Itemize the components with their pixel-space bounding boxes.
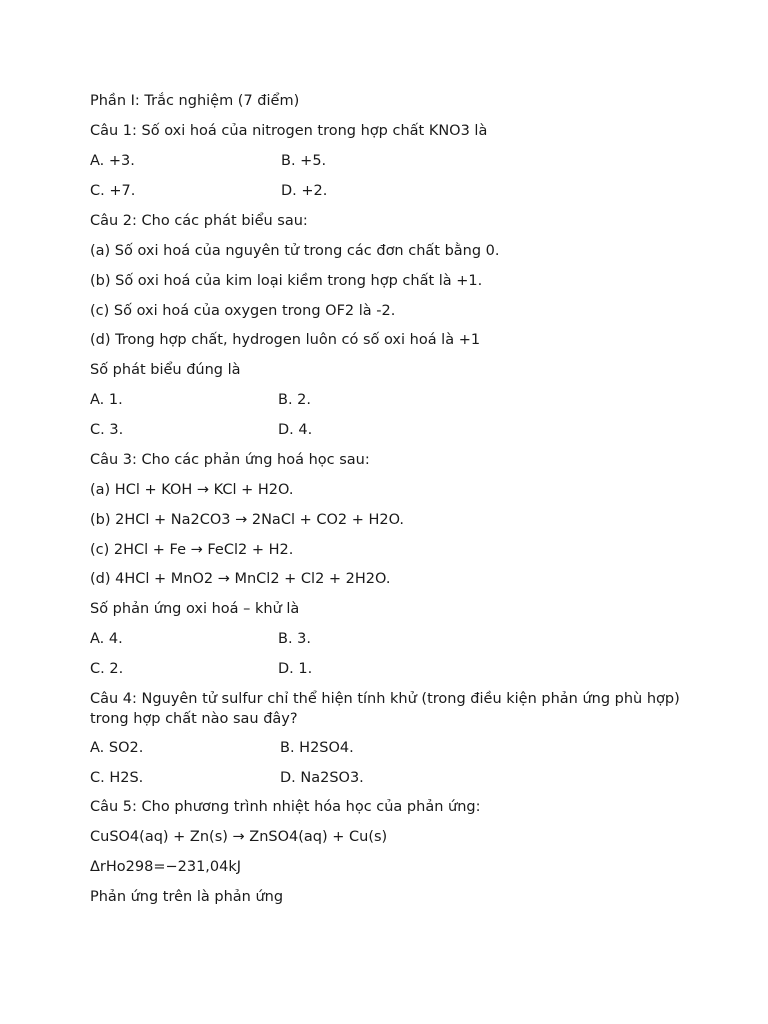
q3-option-c: C. 2. (90, 661, 124, 677)
q4-option-d: D. Na2SO3. (280, 770, 364, 786)
section-title: Phần I: Trắc nghiệm (7 điểm) (90, 93, 300, 109)
question-3: Câu 3: Cho các phản ứng hoá học sau: (90, 452, 370, 468)
q2-statement-d: (d) Trong hợp chất, hydrogen luôn có số oxi hoá là +1 (90, 332, 481, 348)
q3-reaction-d: (d) 4HCl + MnO2 → MnCl2 + Cl2 + 2H2O. (90, 571, 391, 587)
q3-option-d: D. 1. (278, 661, 313, 677)
q2-statement-b: (b) Số oxi hoá của kim loại kiềm trong hợp chất là +1. (90, 273, 483, 289)
q3-option-a: A. 4. (90, 631, 123, 647)
question-4: Câu 4: Nguyên tử sulfur chỉ thể hiện tính khử (trong điều kiện phản ứng phù hợp) trong hợp chất nào sau đây? (90, 691, 680, 727)
q4-option-c: C. H2S. (90, 770, 144, 786)
question-5: Câu 5: Cho phương trình nhiệt hóa học của phản ứng: (90, 799, 481, 815)
q4-option-a: A. SO2. (90, 740, 144, 756)
q2-statement-a: (a) Số oxi hoá của nguyên tử trong các đơn chất bằng 0. (90, 243, 500, 259)
q2-prompt: Số phát biểu đúng là (90, 362, 241, 378)
q1-option-b: B. +5. (281, 153, 327, 169)
q3-reaction-a: (a) HCl + KOH → KCl + H2O. (90, 482, 294, 498)
q1-option-c: C. +7. (90, 183, 136, 199)
q3-reaction-c: (c) 2HCl + Fe → FeCl2 + H2. (90, 542, 294, 558)
q3-reaction-b: (b) 2HCl + Na2CO3 → 2NaCl + CO2 + H2O. (90, 512, 405, 528)
q3-prompt: Số phản ứng oxi hoá – khử là (90, 601, 300, 617)
question-1: Câu 1: Số oxi hoá của nitrogen trong hợp chất KNO3 là (90, 123, 488, 139)
q1-option-a: A. +3. (90, 153, 135, 169)
q1-option-d: D. +2. (281, 183, 328, 199)
q5-prompt: Phản ứng trên là phản ứng (90, 889, 284, 905)
q3-option-b: B. 3. (278, 631, 312, 647)
q2-option-c: C. 3. (90, 422, 124, 438)
q2-option-b: B. 2. (278, 392, 312, 408)
q5-enthalpy: ΔrHo298=−231,04kJ (90, 859, 242, 875)
q5-equation: CuSO4(aq) + Zn(s) → ZnSO4(aq) + Cu(s) (90, 829, 388, 845)
q2-option-a: A. 1. (90, 392, 123, 408)
q2-statement-c: (c) Số oxi hoá của oxygen trong OF2 là -2. (90, 303, 396, 319)
q2-option-d: D. 4. (278, 422, 313, 438)
question-2: Câu 2: Cho các phát biểu sau: (90, 213, 308, 229)
q4-option-b: B. H2SO4. (280, 740, 354, 756)
